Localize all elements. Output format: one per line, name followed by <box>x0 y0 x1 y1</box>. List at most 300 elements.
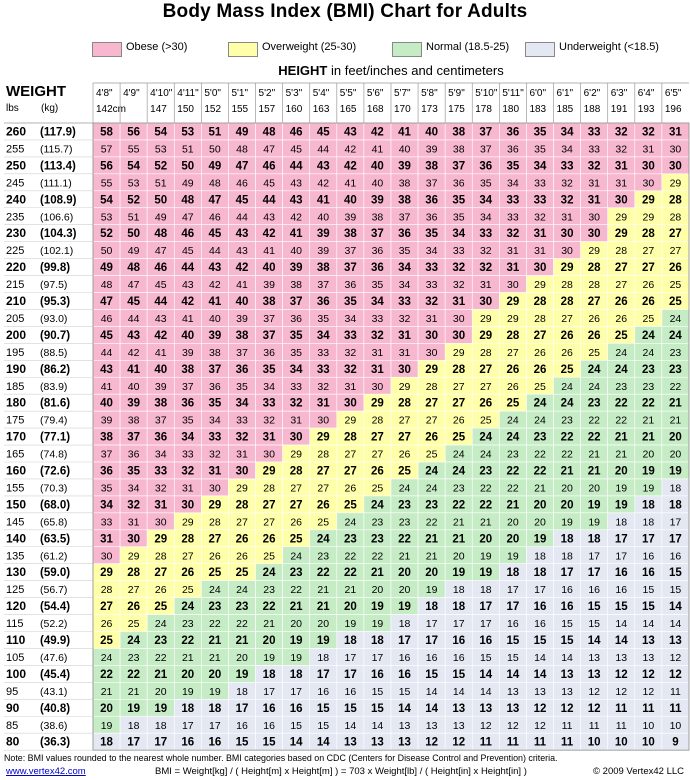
bmi-value: 27 <box>371 448 384 461</box>
bmi-value: 21 <box>316 601 330 614</box>
weight-lbs-label: 250 <box>6 158 27 173</box>
bmi-value: 19 <box>587 499 601 512</box>
bmi-value: 38 <box>371 211 384 224</box>
bmi-value: 46 <box>236 177 248 190</box>
bmi-value: 26 <box>235 533 249 546</box>
bmi-value: 53 <box>100 211 113 224</box>
bmi-value: 11 <box>479 736 492 749</box>
bmi-value: 14 <box>425 685 438 698</box>
bmi-value: 50 <box>209 143 221 156</box>
unit-kg-label: (kg) <box>41 103 59 114</box>
bmi-value: 40 <box>235 296 249 308</box>
bmi-value: 11 <box>560 736 574 749</box>
bmi-value: 16 <box>398 668 411 681</box>
bmi-value: 31 <box>533 228 547 241</box>
bmi-value: 14 <box>615 618 628 631</box>
bmi-value: 15 <box>317 719 330 732</box>
bmi-value: 40 <box>262 262 276 275</box>
vertex42-link[interactable]: www.vertex42.com <box>6 766 86 777</box>
bmi-value: 22 <box>587 431 601 444</box>
height-cm-label: 152 <box>204 104 222 115</box>
bmi-value: 12 <box>641 668 655 681</box>
bmi-value: 35 <box>533 126 547 139</box>
bmi-value: 27 <box>479 380 492 393</box>
bmi-value: 11 <box>615 719 627 732</box>
bmi-value: 32 <box>398 312 411 325</box>
bmi-value: 18 <box>561 550 573 563</box>
bmi-value: 22 <box>479 482 492 495</box>
bmi-value: 32 <box>181 465 195 478</box>
height-ft-label: 4'10" <box>150 88 173 99</box>
bmi-value: 24 <box>642 346 655 359</box>
bmi-value: 35 <box>452 194 466 207</box>
bmi-value: 29 <box>641 194 655 207</box>
bmi-value: 33 <box>290 380 303 393</box>
height-cm-label: 147 <box>150 104 167 115</box>
bmi-value: 30 <box>127 533 141 546</box>
bmi-value: 28 <box>398 397 411 410</box>
height-cm-label: 157 <box>258 104 276 115</box>
bmi-value: 16 <box>262 702 276 715</box>
bmi-value: 39 <box>289 262 303 275</box>
bmi-value: 35 <box>100 482 113 495</box>
bmi-value: 16 <box>181 736 195 749</box>
bmi-value: 20 <box>669 431 682 444</box>
bmi-value: 33 <box>317 346 330 359</box>
bmi-value: 17 <box>588 550 601 563</box>
weight-lbs-label: 120 <box>6 599 27 614</box>
bmi-value: 29 <box>100 567 113 580</box>
height-ft-label: 5'0" <box>204 88 221 99</box>
bmi-value: 38 <box>209 346 221 359</box>
bmi-value: 26 <box>452 414 465 427</box>
bmi-value: 35 <box>343 296 357 308</box>
weight-lbs-label: 235 <box>6 211 25 224</box>
bmi-value: 21 <box>425 550 438 563</box>
bmi-value: 14 <box>425 702 439 715</box>
bmi-value: 30 <box>209 482 221 495</box>
bmi-value: 40 <box>371 177 384 190</box>
bmi-value: 27 <box>344 448 357 461</box>
bmi-value: 10 <box>669 719 682 732</box>
bmi-value: 20 <box>533 499 547 512</box>
bmi-value: 18 <box>371 635 384 647</box>
bmi-value: 26 <box>669 262 682 275</box>
bmi-value: 42 <box>290 211 303 224</box>
bmi-value: 17 <box>425 635 439 647</box>
bmi-value: 24 <box>506 431 520 444</box>
unit-lbs-label: lbs <box>6 103 19 114</box>
bmi-value: 31 <box>208 465 222 478</box>
bmi-value: 20 <box>479 533 493 546</box>
bmi-value: 38 <box>398 194 411 207</box>
bmi-value: 29 <box>154 533 168 546</box>
bmi-value: 19 <box>100 719 113 732</box>
bmi-value: 24 <box>560 397 574 410</box>
bmi-value: 37 <box>236 346 248 359</box>
bmi-value: 19 <box>507 550 519 563</box>
bmi-value: 40 <box>371 160 384 173</box>
bmi-value: 20 <box>560 499 574 512</box>
bmi-value: 36 <box>316 296 330 308</box>
bmi-value: 41 <box>127 363 141 376</box>
bmi-value: 17 <box>507 584 519 597</box>
weight-lbs-label: 110 <box>6 633 26 647</box>
bmi-value: 16 <box>289 702 303 715</box>
height-ft-label: 6'3" <box>610 88 628 99</box>
bmi-value: 23 <box>669 346 682 359</box>
bmi-value: 30 <box>588 211 601 224</box>
bmi-value: 31 <box>588 177 601 190</box>
bmi-value: 23 <box>452 482 465 495</box>
bmi-value: 23 <box>561 414 573 427</box>
bmi-value: 17 <box>290 685 303 698</box>
bmi-value: 21 <box>181 651 194 664</box>
bmi-value: 34 <box>263 380 275 393</box>
height-cm-label: 175 <box>448 104 465 115</box>
bmi-value: 43 <box>289 194 303 207</box>
bmi-value: 33 <box>398 296 411 308</box>
weight-lbs-label: 205 <box>6 312 25 325</box>
weight-lbs-label: 185 <box>6 380 25 393</box>
bmi-value: 21 <box>452 533 466 546</box>
bmi-value: 13 <box>669 635 682 647</box>
bmi-value: 15 <box>290 719 303 732</box>
bmi-value: 38 <box>452 126 466 139</box>
bmi-value: 16 <box>398 651 411 664</box>
bmi-value: 9 <box>672 736 679 749</box>
weight-kg-label: (90.7) <box>40 329 71 342</box>
bmi-value: 13 <box>343 736 357 749</box>
bmi-value: 23 <box>425 499 439 512</box>
bmi-value: 22 <box>181 635 195 647</box>
bmi-value: 50 <box>127 228 141 241</box>
bmi-value: 26 <box>642 279 655 292</box>
bmi-value: 20 <box>181 668 195 681</box>
bmi-value: 39 <box>317 245 330 258</box>
bmi-value: 17 <box>209 719 221 732</box>
bmi-value: 36 <box>425 211 438 224</box>
bmi-value: 33 <box>343 329 357 342</box>
bmi-value: 30 <box>317 414 330 427</box>
weight-kg-label: (52.2) <box>40 618 68 631</box>
bmi-value: 49 <box>127 245 140 258</box>
bmi-value: 19 <box>263 651 275 664</box>
bmi-value: 34 <box>371 296 384 308</box>
bmi-value: 35 <box>425 228 439 241</box>
bmi-value: 28 <box>452 363 466 376</box>
bmi-value: 21 <box>587 465 601 478</box>
height-cm-label: 191 <box>610 104 628 115</box>
bmi-value: 13 <box>560 668 574 681</box>
weight-kg-label: (95.3) <box>40 296 71 308</box>
bmi-value: 11 <box>561 719 573 732</box>
bmi-value: 32 <box>235 431 249 444</box>
bmi-value: 40 <box>398 143 411 156</box>
bmi-value: 41 <box>208 296 222 308</box>
bmi-value: 42 <box>154 329 168 342</box>
bmi-value: 33 <box>425 262 439 275</box>
bmi-value: 49 <box>154 211 167 224</box>
bmi-value: 25 <box>263 550 275 563</box>
bmi-value: 32 <box>289 397 303 410</box>
bmi-value: 17 <box>614 533 628 546</box>
bmi-value: 20 <box>452 550 465 563</box>
bmi-value: 41 <box>154 346 167 359</box>
bmi-value: 32 <box>506 228 520 241</box>
bmi-value: 11 <box>642 702 655 715</box>
bmi-value: 17 <box>316 668 330 681</box>
bmi-value: 33 <box>533 194 547 207</box>
bmi-value: 21 <box>100 685 113 698</box>
bmi-value: 27 <box>263 516 275 529</box>
bmi-value: 14 <box>587 635 601 647</box>
bmi-value: 22 <box>209 618 221 631</box>
bmi-value: 40 <box>290 245 303 258</box>
bmi-value: 30 <box>614 194 628 207</box>
bmi-value: 31 <box>507 245 519 258</box>
bmi-value: 41 <box>263 245 275 258</box>
height-cm-label: 168 <box>366 104 384 115</box>
bmi-value: 16 <box>642 550 655 563</box>
height-ft-label: 5'11" <box>502 88 524 99</box>
bmi-value: 32 <box>127 499 141 512</box>
bmi-value: 24 <box>641 329 655 342</box>
bmi-value: 29 <box>371 397 384 410</box>
bmi-value: 13 <box>587 668 601 681</box>
bmi-value: 16 <box>236 719 248 732</box>
bmi-value: 55 <box>100 177 113 190</box>
bmi-value: 13 <box>452 719 465 732</box>
bmi-value: 28 <box>154 550 167 563</box>
bmi-value: 22 <box>561 448 573 461</box>
bmi-value: 44 <box>289 160 303 173</box>
height-cm-label: 163 <box>312 104 330 115</box>
bmi-value: 25 <box>506 397 520 410</box>
bmi-value: 50 <box>181 160 195 173</box>
bmi-value: 15 <box>479 651 492 664</box>
bmi-value: 16 <box>371 668 384 681</box>
bmi-value: 35 <box>262 363 276 376</box>
bmi-value: 22 <box>507 482 519 495</box>
bmi-value: 50 <box>100 245 113 258</box>
weight-lbs-label: 130 <box>6 565 27 580</box>
bmi-value: 28 <box>289 465 303 478</box>
bmi-value: 30 <box>100 550 113 563</box>
bmi-value: 42 <box>343 160 357 173</box>
bmi-value: 38 <box>343 228 357 241</box>
height-cm-label: 150 <box>177 104 194 115</box>
bmi-value: 41 <box>181 312 194 325</box>
bmi-value: 28 <box>506 329 520 342</box>
bmi-value: 28 <box>669 211 682 224</box>
bmi-value: 36 <box>425 194 439 207</box>
bmi-value: 46 <box>262 160 276 173</box>
bmi-value: 51 <box>208 126 222 139</box>
bmi-value: 48 <box>127 262 141 275</box>
bmi-value: 26 <box>181 567 195 580</box>
bmi-value: 21 <box>588 448 601 461</box>
bmi-value: 18 <box>317 651 330 664</box>
bmi-value: 34 <box>398 279 411 292</box>
bmi-value: 27 <box>452 397 466 410</box>
bmi-value: 14 <box>452 685 465 698</box>
bmi-value: 18 <box>615 516 628 529</box>
weight-kg-label: (40.8) <box>40 702 71 715</box>
bmi-value: 37 <box>154 414 167 427</box>
bmi-value: 24 <box>344 516 357 529</box>
bmi-value: 26 <box>587 329 601 342</box>
bmi-value: 32 <box>343 363 357 376</box>
bmi-value: 22 <box>100 668 113 681</box>
bmi-value: 44 <box>127 312 140 325</box>
bmi-value: 24 <box>533 397 547 410</box>
bmi-value: 37 <box>425 177 438 190</box>
bmi-value: 46 <box>209 211 221 224</box>
bmi-value: 34 <box>181 431 195 444</box>
bmi-value: 34 <box>533 160 547 173</box>
bmi-value: 27 <box>100 601 113 614</box>
bmi-value: 38 <box>425 160 439 173</box>
bmi-value: 43 <box>154 312 167 325</box>
bmi-value: 23 <box>615 380 628 393</box>
bmi-value: 41 <box>236 279 248 292</box>
weight-kg-label: (97.5) <box>40 279 68 292</box>
bmi-value: 15 <box>561 618 573 631</box>
bmi-value: 28 <box>560 296 574 308</box>
weight-kg-label: (115.7) <box>40 143 73 156</box>
bmi-value: 16 <box>669 550 682 563</box>
bmi-value: 28 <box>587 262 601 275</box>
bmi-value: 48 <box>181 194 195 207</box>
height-cm-label: 180 <box>502 104 520 115</box>
bmi-value: 20 <box>262 635 276 647</box>
bmi-value: 18 <box>479 584 492 597</box>
bmi-value: 44 <box>209 245 221 258</box>
bmi-value: 33 <box>316 363 330 376</box>
bmi-value: 33 <box>560 160 574 173</box>
bmi-value: 23 <box>533 431 547 444</box>
bmi-value: 11 <box>615 702 628 715</box>
bmi-value: 38 <box>235 329 249 342</box>
bmi-value: 19 <box>235 668 249 681</box>
bmi-value: 25 <box>560 363 574 376</box>
bmi-value: 45 <box>290 143 303 156</box>
weight-lbs-label: 155 <box>6 482 25 495</box>
bmi-value: 10 <box>642 719 655 732</box>
bmi-value: 25 <box>371 482 384 495</box>
bmi-value: 50 <box>154 194 168 207</box>
bmi-value: 17 <box>587 567 601 580</box>
bmi-value: 26 <box>588 312 601 325</box>
bmi-value: 21 <box>641 431 655 444</box>
bmi-value: 49 <box>208 160 222 173</box>
bmi-value: 42 <box>262 228 276 241</box>
bmi-value: 47 <box>154 245 167 258</box>
bmi-value: 35 <box>127 465 141 478</box>
bmi-value: 17 <box>127 736 141 749</box>
bmi-value: 17 <box>534 584 546 597</box>
bmi-value: 18 <box>127 719 140 732</box>
bmi-value: 44 <box>100 346 113 359</box>
bmi-value: 22 <box>290 584 303 597</box>
bmi-value: 21 <box>209 651 221 664</box>
bmi-value: 18 <box>642 516 655 529</box>
weight-kg-label: (68.0) <box>40 499 71 512</box>
bmi-value: 36 <box>181 397 195 410</box>
bmi-value: 27 <box>669 245 682 258</box>
bmi-value: 18 <box>398 618 411 631</box>
bmi-value: 52 <box>154 160 168 173</box>
bmi-value: 37 <box>262 329 276 342</box>
bmi-value: 15 <box>371 685 384 698</box>
bmi-value: 17 <box>560 567 574 580</box>
bmi-value: 21 <box>289 601 303 614</box>
bmi-value: 15 <box>452 668 466 681</box>
bmi-value: 23 <box>235 601 249 614</box>
bmi-value: 28 <box>615 245 628 258</box>
bmi-value: 28 <box>425 380 438 393</box>
bmi-value: 32 <box>344 346 357 359</box>
bmi-value: 44 <box>236 211 248 224</box>
weight-kg-label: (111.1) <box>40 177 72 190</box>
bmi-value: 29 <box>479 329 493 342</box>
bmi-value: 47 <box>181 211 194 224</box>
bmi-formula: BMI = Weight[kg] / ( Height[m] x Height[m] ) = 703 x Weight[lb] / ( Height[in] x Height[in] ) <box>155 766 527 777</box>
bmi-value: 23 <box>208 601 222 614</box>
bmi-value: 26 <box>615 312 628 325</box>
bmi-value: 24 <box>127 635 141 647</box>
bmi-value: 39 <box>154 380 167 393</box>
bmi-value: 27 <box>614 262 628 275</box>
bmi-value: 15 <box>506 635 520 647</box>
height-ft-label: 4'11" <box>177 88 199 99</box>
bmi-value: 13 <box>507 685 519 698</box>
bmi-value: 30 <box>343 397 357 410</box>
bmi-value: 29 <box>316 431 330 444</box>
weight-kg-label: (63.5) <box>40 533 71 546</box>
bmi-value: 20 <box>290 618 303 631</box>
bmi-value: 16 <box>479 635 493 647</box>
bmi-value: 36 <box>263 346 275 359</box>
bmi-value: 25 <box>100 635 113 647</box>
bmi-value: 21 <box>127 685 140 698</box>
bmi-value: 30 <box>669 143 682 156</box>
height-cm-label: 183 <box>529 104 547 115</box>
weight-kg-label: (77.1) <box>40 431 71 444</box>
bmi-value: 20 <box>534 516 546 529</box>
weight-kg-label: (79.4) <box>40 414 68 427</box>
bmi-value: 41 <box>398 126 411 139</box>
bmi-value: 31 <box>561 211 573 224</box>
bmi-value: 22 <box>316 567 330 580</box>
bmi-value: 15 <box>425 668 439 681</box>
bmi-value: 33 <box>507 211 519 224</box>
bmi-value: 24 <box>669 312 682 325</box>
bmi-value: 28 <box>209 516 221 529</box>
bmi-value: 13 <box>615 651 628 664</box>
bmi-value: 23 <box>398 499 411 512</box>
bmi-value: 35 <box>289 329 303 342</box>
bmi-value: 15 <box>560 635 574 647</box>
bmi-value: 12 <box>479 719 492 732</box>
bmi-value: 27 <box>479 363 493 376</box>
bmi-value: 58 <box>100 126 113 139</box>
bmi-value: 19 <box>154 702 168 715</box>
bmi-value: 20 <box>100 702 113 715</box>
bmi-value: 34 <box>561 143 573 156</box>
bmi-value: 27 <box>398 414 411 427</box>
